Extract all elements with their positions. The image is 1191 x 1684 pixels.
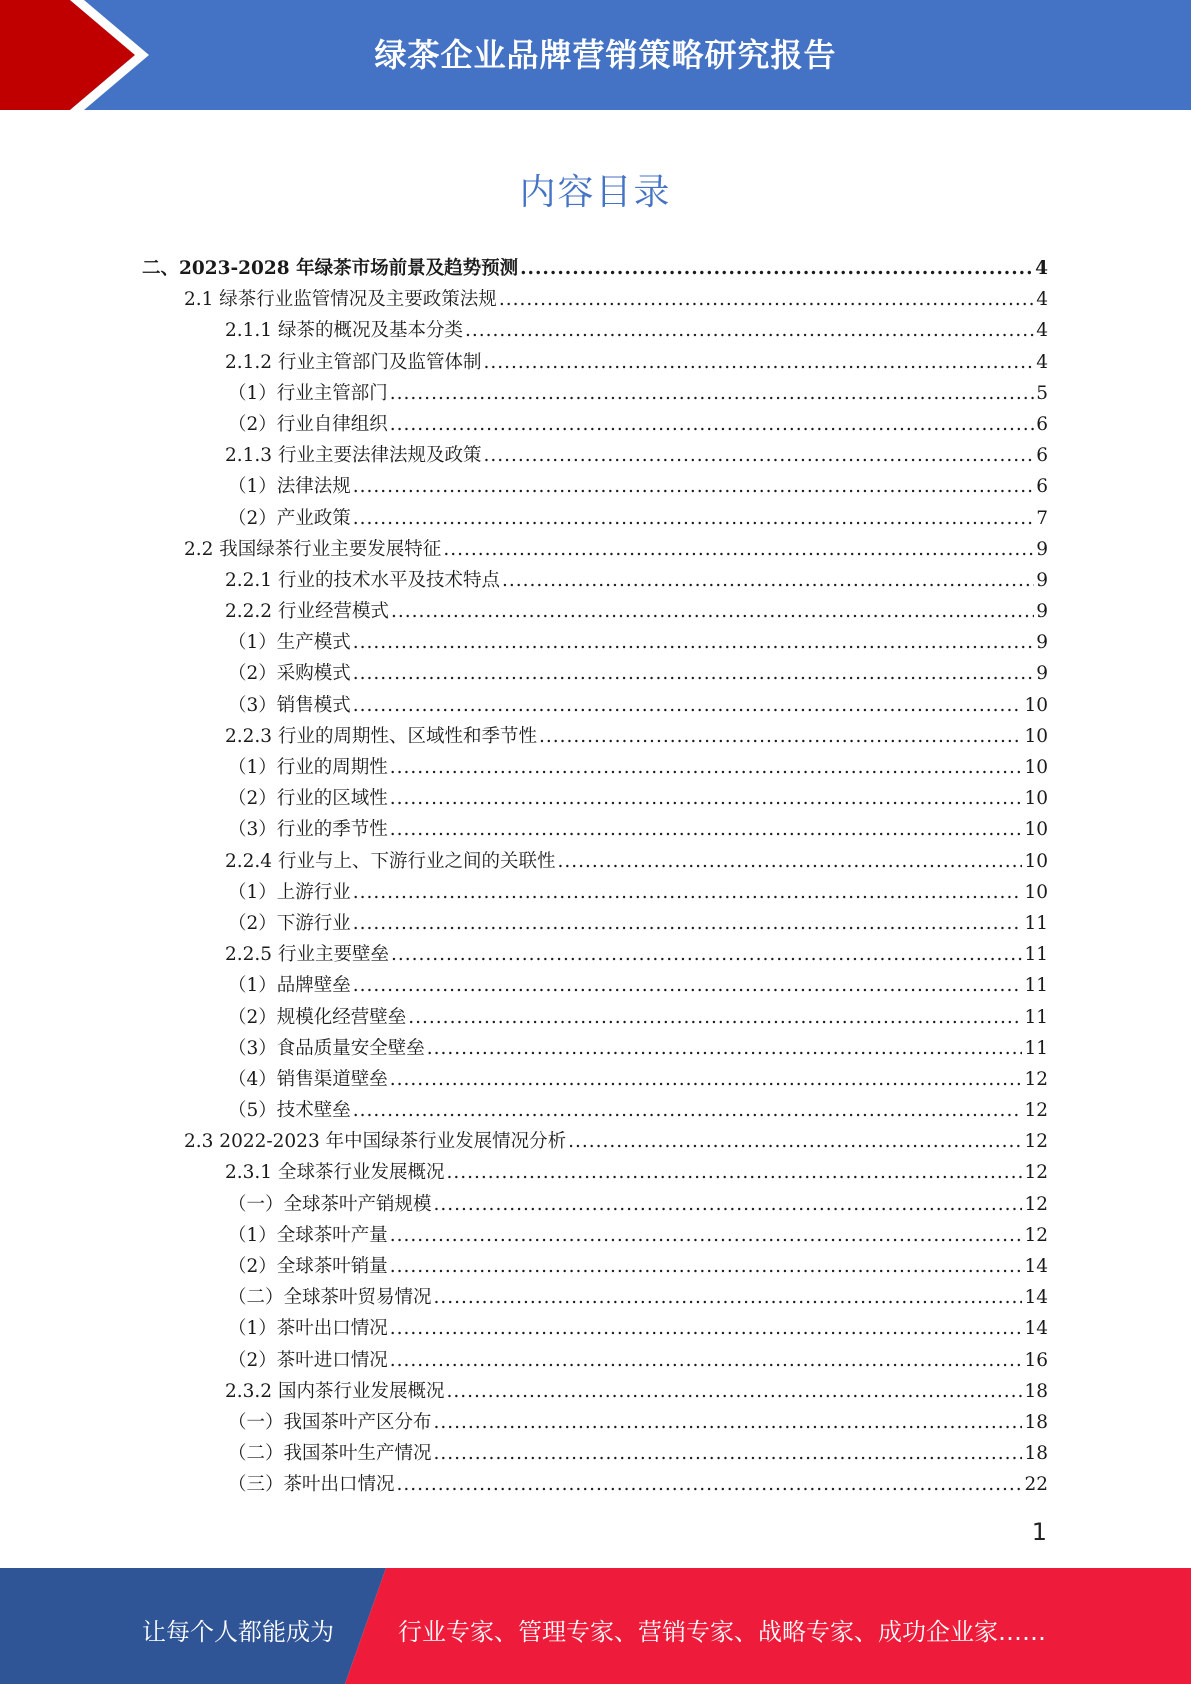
toc-entry-title: （三）茶叶出口情况 [228, 1474, 395, 1496]
toc-entry-page: 10 [1024, 757, 1048, 778]
toc-leader-dots [434, 1438, 1023, 1469]
toc-leader-dots [353, 471, 1034, 502]
toc-leader-dots [390, 1313, 1023, 1344]
toc-entry-page: 12 [1024, 1193, 1048, 1215]
toc-entry[interactable] [142, 690, 1048, 721]
toc-leader-dots [483, 440, 1034, 471]
toc-entry[interactable] [142, 596, 1048, 627]
toc-entry-page: 16 [1024, 1349, 1048, 1371]
toc-entry-page: 10 [1024, 694, 1048, 716]
toc-entry-title: （1）茶叶出口情况 [228, 1318, 388, 1340]
toc-entry-title: （2）采购模式 [228, 663, 351, 685]
toc-entry-title: （2）茶叶进口情况 [228, 1349, 388, 1371]
toc-entry-title: （2）产业政策 [228, 507, 351, 529]
toc-leader-dots [353, 970, 1023, 1001]
toc-leader-dots [353, 503, 1034, 534]
toc-entry-title: （2）行业的区域性 [228, 788, 388, 810]
toc-entry[interactable] [142, 347, 1048, 378]
toc-entry[interactable] [142, 1157, 1048, 1188]
toc-entry-page: 12 [1024, 1224, 1048, 1246]
toc-entry-title: （二）我国茶叶生产情况 [228, 1443, 432, 1465]
toc-entry[interactable] [142, 409, 1048, 440]
toc-entry[interactable] [142, 440, 1048, 471]
toc-entry-title: 2.1.3 行业主要法律法规及政策 [225, 445, 482, 467]
toc-entry[interactable] [142, 908, 1048, 939]
toc-entry-title: 2.2.2 行业经营模式 [225, 601, 389, 623]
toc-leader-dots [446, 1157, 1022, 1188]
toc-entry-title: （二）全球茶叶贸易情况 [228, 1287, 432, 1309]
toc-entry[interactable] [142, 565, 1048, 596]
toc-leader-dots [390, 1345, 1023, 1376]
toc-entry[interactable] [142, 1002, 1048, 1033]
toc-entry[interactable] [142, 1313, 1048, 1344]
toc-entry-page: 10 [1024, 788, 1048, 810]
toc-entry-title: 2.3.1 全球茶行业发展概况 [225, 1162, 445, 1184]
toc-entry-page: 11 [1024, 975, 1048, 997]
toc-leader-dots [499, 284, 1034, 315]
toc-leader-dots [391, 939, 1022, 970]
toc-leader-dots [408, 1002, 1022, 1033]
toc-entry[interactable] [142, 1345, 1048, 1376]
toc-leader-dots [434, 1407, 1023, 1438]
toc-entry-page: 18 [1024, 1443, 1048, 1465]
toc-entry-page: 9 [1036, 663, 1048, 685]
toc-entry-page: 4 [1035, 258, 1048, 279]
toc-entry-title: （3）食品质量安全壁垒 [228, 1037, 425, 1059]
toc-entry-page: 10 [1024, 850, 1048, 872]
toc-entry-title: （1）生产模式 [228, 632, 351, 654]
toc-leader-dots [443, 534, 1034, 565]
toc-leader-dots [353, 627, 1034, 658]
toc-entry-title: （1）全球茶叶产量 [228, 1224, 388, 1246]
toc-entry[interactable] [142, 877, 1048, 908]
toc-leader-dots [397, 1469, 1023, 1500]
toc-entry[interactable] [142, 627, 1048, 658]
toc-leader-dots [427, 1033, 1023, 1064]
toc-entry-page: 4 [1036, 289, 1048, 311]
toc-entry[interactable] [142, 503, 1048, 534]
toc-entry-title: 2.2.3 行业的周期性、区域性和季节性 [225, 725, 537, 747]
toc-entry-page: 14 [1024, 1287, 1048, 1309]
toc-entry-title: 2.1.2 行业主管部门及监管体制 [225, 351, 482, 373]
toc-entry-page: 6 [1036, 476, 1048, 498]
footer-banner [0, 1568, 1191, 1684]
toc-entry-page: 10 [1024, 819, 1048, 841]
toc-entry[interactable] [142, 783, 1048, 814]
toc-entry-title: 2.2.1 行业的技术水平及技术特点 [225, 569, 500, 591]
toc-leader-dots [390, 783, 1023, 814]
toc-entry-page: 12 [1024, 1068, 1048, 1090]
toc-entry[interactable] [142, 1251, 1048, 1282]
report-title: 绿茶企业品牌营销策略研究报告 [374, 36, 837, 74]
toc-entry[interactable] [142, 1282, 1048, 1313]
toc-leader-dots [465, 315, 1034, 346]
toc-entry-title: 2.1 绿茶行业监管情况及主要政策法规 [184, 289, 497, 311]
toc-entry-page: 14 [1024, 1318, 1048, 1340]
toc-leader-dots [353, 908, 1023, 939]
toc-entry[interactable] [142, 721, 1048, 752]
toc-entry-title: （1）品牌壁垒 [228, 975, 351, 997]
toc-entry-title: 2.3.2 国内茶行业发展概况 [225, 1380, 445, 1402]
toc-leader-dots [390, 409, 1034, 440]
toc-entry-page: 9 [1036, 601, 1048, 623]
toc-entry[interactable] [142, 378, 1048, 409]
toc-entry[interactable] [142, 315, 1048, 346]
toc-entry[interactable] [142, 471, 1048, 502]
toc-entry-page: 10 [1024, 881, 1048, 903]
toc-entry-title: （1）行业主管部门 [228, 382, 388, 404]
toc-entry-page: 12 [1024, 1162, 1048, 1184]
toc-entry-page: 7 [1036, 507, 1048, 529]
toc-leader-dots [446, 1376, 1022, 1407]
toc-entry-title: 2.2 我国绿茶行业主要发展特征 [184, 538, 442, 560]
toc-leader-dots [390, 752, 1023, 783]
toc-entry-page: 11 [1024, 912, 1048, 934]
toc-leader-dots [434, 1189, 1023, 1220]
toc-entry[interactable] [142, 1033, 1048, 1064]
toc-entry-page: 12 [1024, 1100, 1048, 1122]
toc-entry-page: 6 [1036, 413, 1048, 435]
toc-leader-dots [353, 877, 1023, 908]
toc-entry-page: 12 [1024, 1131, 1048, 1153]
toc-leader-dots [390, 1251, 1023, 1282]
toc-entry-title: （5）技术壁垒 [228, 1100, 351, 1122]
toc-entry[interactable] [142, 284, 1048, 315]
toc-entry-title: （一）我国茶叶产区分布 [228, 1411, 432, 1433]
header-arrow-graphic [0, 0, 160, 110]
toc-leader-dots [391, 596, 1034, 627]
toc-entry[interactable] [142, 1376, 1048, 1407]
toc-entry-page: 14 [1024, 1256, 1048, 1277]
toc-entry-title: 2.3 2022-2023 年中国绿茶行业发展情况分析 [184, 1131, 567, 1153]
toc-entry-page: 9 [1036, 538, 1048, 560]
toc-entry-page: 4 [1036, 351, 1048, 373]
page-number: 1 [1031, 1518, 1047, 1546]
toc-leader-dots [390, 1064, 1023, 1095]
toc-entry[interactable] [142, 1438, 1048, 1469]
toc-entry-title: （3）销售模式 [228, 694, 351, 716]
toc-leader-dots [390, 1220, 1023, 1251]
toc-entry[interactable] [142, 1189, 1048, 1220]
toc-entry-page: 9 [1036, 569, 1048, 591]
toc-entry-page: 18 [1024, 1380, 1048, 1402]
toc-entry-title: （3）行业的季节性 [228, 819, 388, 841]
toc-entry[interactable] [142, 970, 1048, 1001]
toc-leader-dots [353, 690, 1023, 721]
header-banner [0, 0, 1191, 110]
toc-leader-dots [353, 1095, 1023, 1126]
toc-entry-page: 4 [1036, 320, 1048, 342]
toc-entry[interactable] [142, 1064, 1048, 1095]
toc-entry-title: （1）法律法规 [228, 476, 351, 498]
toc-entry-page: 5 [1036, 382, 1048, 404]
toc-entry-title: （2）行业自律组织 [228, 413, 388, 435]
toc-entry-page: 11 [1024, 1037, 1048, 1059]
toc-entry[interactable] [142, 846, 1048, 877]
toc-entry-title: 2.2.5 行业主要壁垒 [225, 944, 389, 966]
toc-leader-dots [539, 721, 1022, 752]
toc-entry[interactable] [142, 253, 1048, 284]
toc-entry-title: （1）行业的周期性 [228, 757, 388, 778]
toc-entry[interactable] [142, 1126, 1048, 1157]
toc-leader-dots [434, 1282, 1023, 1313]
toc-entry[interactable] [142, 534, 1048, 565]
toc-entry-title: 二、2023-2028 年绿茶市场前景及趋势预测 [142, 258, 519, 279]
toc-entry-title: （2）规模化经营壁垒 [228, 1006, 407, 1028]
toc-entry-title: （4）销售渠道壁垒 [228, 1068, 388, 1090]
toc-leader-dots [390, 378, 1034, 409]
toc-leader-dots [557, 846, 1022, 877]
toc-entry[interactable] [142, 1469, 1048, 1500]
toc-leader-dots [353, 658, 1034, 689]
toc-entry-page: 11 [1024, 944, 1048, 966]
toc-entry[interactable] [142, 939, 1048, 970]
toc-entry[interactable] [142, 752, 1048, 783]
toc-entry-page: 6 [1036, 445, 1048, 467]
toc-leader-dots [568, 1126, 1022, 1157]
toc-entry[interactable] [142, 814, 1048, 845]
toc-leader-dots [520, 253, 1033, 284]
toc-heading: 内容目录 [519, 172, 672, 213]
toc-entry-title: （2）下游行业 [228, 912, 351, 934]
toc-leader-dots [502, 565, 1034, 596]
toc-entry-page: 22 [1024, 1474, 1048, 1496]
toc-entry-page: 18 [1024, 1411, 1048, 1433]
toc-entry[interactable] [142, 1220, 1048, 1251]
toc-entry-page: 9 [1036, 632, 1048, 654]
toc-entry-title: 2.1.1 绿茶的概况及基本分类 [225, 320, 463, 342]
toc-entry-page: 11 [1024, 1006, 1048, 1028]
toc-entry-title: （一）全球茶叶产销规模 [228, 1193, 432, 1215]
toc-entry-title: （1）上游行业 [228, 881, 351, 903]
toc-entry[interactable] [142, 658, 1048, 689]
toc-entry[interactable] [142, 1095, 1048, 1126]
toc-entry-title: 2.2.4 行业与上、下游行业之间的关联性 [225, 850, 556, 872]
footer-slogan-right: 行业专家、管理专家、营销专家、战略专家、成功企业家…… [398, 1618, 1046, 1646]
toc-entry-page: 10 [1024, 725, 1048, 747]
toc-entry[interactable] [142, 1407, 1048, 1438]
toc-list [142, 253, 1048, 1501]
toc-leader-dots [390, 814, 1023, 845]
toc-entry-title: （2）全球茶叶销量 [228, 1256, 388, 1277]
toc-leader-dots [483, 347, 1034, 378]
footer-slogan-left: 让每个人都能成为 [142, 1618, 334, 1646]
